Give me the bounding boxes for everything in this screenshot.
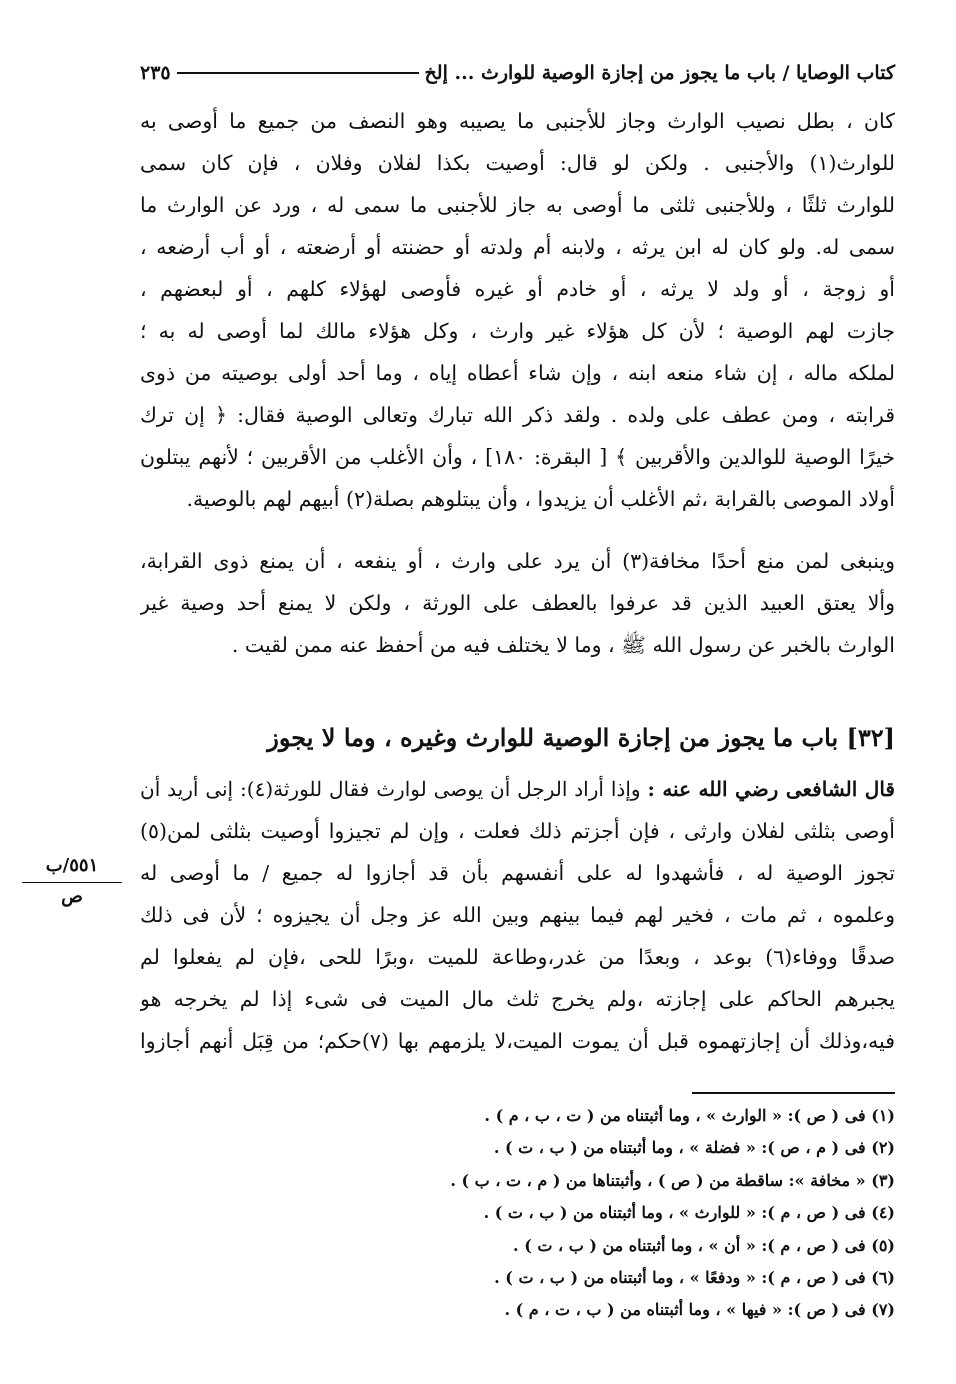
text-line: يجبرهم الحاكم على إجازته ،ولم يخرج ثلث مال الميت فى شىء إذا لم يخرجه هو	[140, 987, 895, 1011]
manuscript-margin-note	[22, 852, 122, 911]
text-line: قرابته ، ومن عطف على ولده . ولقد ذكر الله تبارك وتعالى الوصية فقال: ﴿ إن ترك	[140, 403, 895, 427]
text-line: جازت لهم الوصية ؛ لأن كل هؤلاء غير وارث ، وكل هؤلاء مالك لما أوصى له به ؛	[140, 319, 895, 343]
header-title: كتاب الوصايا / باب ما يجوز من إجازة الوصية للوارث ... إلخ	[424, 62, 895, 84]
text-line: تجوز الوصية له ، فأشهدوا له على أنفسهم بأن قد أجازوا له جميع / ما أوصى له	[140, 861, 895, 885]
footnote: (٤) فى ( ص ، م ): « للوارث » ، وما أثبتناه من ( ب ، ت ) .	[483, 1203, 895, 1223]
paragraph-3	[140, 768, 895, 1062]
footnote: (٢) فى ( م ، ص ): « فضلة » ، وما أثبتناه من ( ب ، ت ) .	[493, 1138, 895, 1158]
folio-reference: ٥٥١/ب	[22, 852, 122, 883]
text-line: سمى له. ولو كان له ابن يرثه ، ولابنه أم ولدته أو حضنته أو أرضعته ، أو أب أرضعه ،	[140, 235, 895, 259]
text-line: كان ، بطل نصيب الوارث وجاز للأجنبى ما يصيبه وهو النصف من جميع ما أوصى به	[140, 109, 895, 133]
text-line: الوارث بالخبر عن رسول الله ﷺ ، وما لا يختلف فيه من أحفظ عنه ممن لقيت .	[231, 633, 895, 657]
header-rule	[177, 72, 419, 74]
text-fragment: وإذا أراد الرجل أن يوصى لوارث فقال للورثة(٤): إنى أريد أن	[140, 777, 641, 801]
text-line: أوصى بثلثى لفلان وارثى ، فإن أجزتم ذلك فعلت ، وإن لم تجيزوا أوصيت بثلثى لمن(٥)	[140, 819, 895, 843]
footnote: (٧) فى ( ص ): « فيها » ، وما أثبتناه من ( ب ، ت ، م ) .	[504, 1300, 895, 1320]
text-line: وعلموه ، ثم مات ، فخير لهم فيما بينهم وبين الله عز وجل أن يجيزوه ؛ لأن فى ذلك	[140, 903, 895, 927]
text-line: لملكه ماله ، إن شاء منعه ابنه ، وإن شاء أعطاه إياه ، وما أحد أولى بوصيته من ذوى	[140, 361, 895, 385]
footnote: (٦) فى ( ص ، م ): « ودفعًا » ، وما أثبتناه من ( ب ، ت ) .	[494, 1267, 895, 1287]
manuscript-siglum: ص	[61, 886, 83, 907]
section-heading: [٣٢] باب ما يجوز من إجازة الوصية للوارث وغيره ، وما لا يجوز	[267, 723, 895, 752]
speaker-attribution: قال الشافعى رضي الله عنه :	[647, 777, 895, 801]
footnote: (٣) « مخافة »: ساقطة من ( ص ) ، وأثبتناها من ( م ، ت ، ب ) .	[450, 1170, 895, 1190]
footnote: (٥) فى ( ص ، م ): « أن » ، وما أثبتناه من ( ب ، ت ) .	[513, 1235, 895, 1255]
text-line: وينبغى لمن منع أحدًا مخافة(٣) أن يرد على وارث ، أو ينفعه ، أن يمنع ذوى القرابة،	[140, 549, 895, 573]
running-header	[140, 56, 895, 90]
text-line: خيرًا الوصية للوالدين والأقربين ﴾ [ البقرة: ١٨٠] ، وأن الأغلب من الأقربين ؛ لأنهم يبتلون	[140, 445, 895, 469]
footnotes	[140, 1100, 895, 1327]
text-line: صدقًا ووفاء(٦) بوعد ، وبعدًا من غدر،وطاعة للميت ،وبرًا للحى ،فإن لم يفعلوا لم	[140, 945, 895, 969]
footnote-separator	[692, 1092, 895, 1094]
text-line: وألا يعتق العبيد الذين قد عرفوا بالعطف على الورثة ، ولكن لا يمنع أحد وصية غير	[140, 591, 895, 615]
text-line: للوارث ثلثًا ، وللأجنبى ثلثى ما أوصى به جاز للأجنبى ما سمى له ، ورد عن الوارث ما	[140, 193, 895, 217]
text-line: فيه،وذلك أن إجازتهموه قبل أن يموت الميت،لا يلزمهم بها (٧)حكم؛ من قِبَل أنهم أجازوا	[140, 1029, 895, 1053]
text-line: أو زوجة ، أو ولد لا يرثه ، أو خادم أو غيره فأوصى لهؤلاء كلهم ، أو لبعضهم ،	[140, 277, 895, 301]
text-line: أولاد الموصى بالقرابة ،ثم الأغلب أن يزيدوا ، وأن يبتلوهم بصلة(٢) أبيهم لهم بالوصية.	[186, 487, 895, 511]
footnote: (١) فى ( ص ): « الوارث » ، وما أثبتناه من ( ت ، ب ، م ) .	[484, 1106, 895, 1125]
page-number: ٢٣٥	[140, 62, 171, 84]
paragraph-1	[140, 100, 895, 520]
text-line	[140, 768, 895, 810]
text-line: للوارث(١) والأجنبى . ولكن لو قال: أوصيت بكذا لفلان وفلان ، فإن كان سمى	[140, 151, 895, 175]
paragraph-2	[140, 540, 895, 666]
